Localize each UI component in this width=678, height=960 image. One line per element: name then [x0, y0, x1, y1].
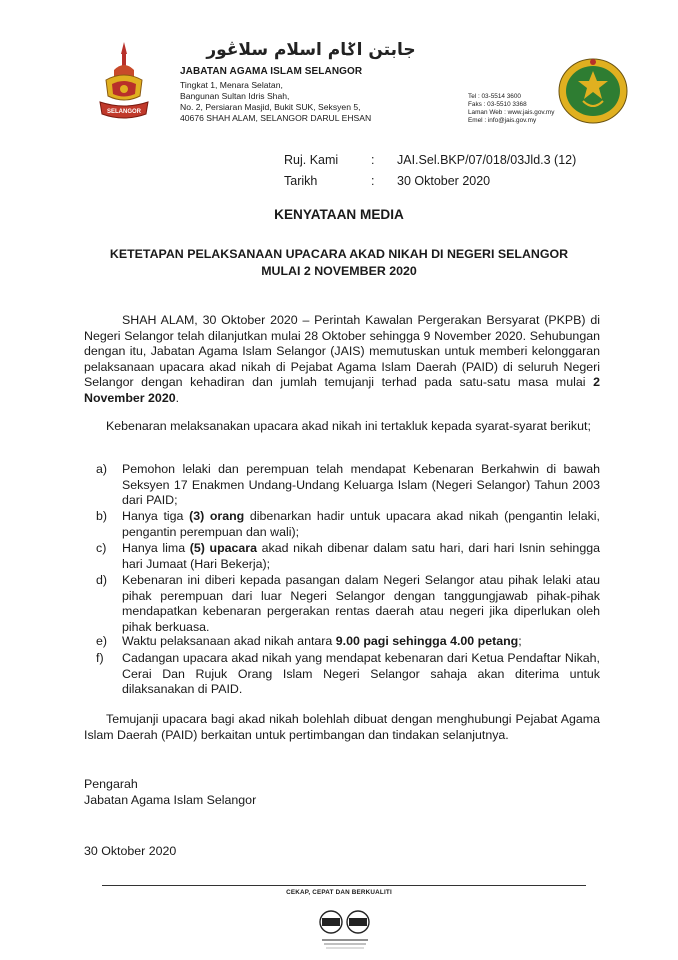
address-line: Bangunan Sultan Idris Shah, — [180, 91, 290, 101]
address-line: 40676 SHAH ALAM, SELANGOR DARUL EHSAN — [180, 113, 372, 123]
condition-f: f) Cadangan upacara akad nikah yang mendapat kebenaran dari Ketua Pendaftar Nikah, Cerai Dan Rujuk Orang Islam Negeri Selangor sahaja akan diterima untuk dilaksanakan di PAID. — [96, 651, 600, 696]
ruj-colon: : — [371, 153, 375, 167]
footer-divider — [102, 885, 586, 886]
paragraph-3: Temujanji upacara bagi akad nikah bolehlah dibuat dengan menghubungi Pejabat Agama Islam Daerah (PAID) berkaitan untuk pertimbangan dan tindakan selanjutnya. — [84, 712, 600, 742]
condition-b: b) Hanya tiga (3) orang dibenarkan hadir untuk upacara akad nikah (pengantin lelaki, pengantin perempuan dan wali); — [96, 509, 600, 539]
page-title: KENYATAAN MEDIA — [274, 207, 404, 222]
jawi-script-heading: جابتن اݢام اسلام سلاڠور — [206, 40, 416, 60]
ruj-label: Ruj. Kami — [284, 153, 339, 167]
paragraph-2: Kebenaran melaksanakan upacara akad nikah ini tertakluk kepada syarat-syarat berikut; — [106, 419, 591, 433]
paragraph-1: SHAH ALAM, 30 Oktober 2020 – Perintah Kawalan Pergerakan Bersyarat (PKPB) di Negeri Selangor telah dilanjutkan mulai 28 Oktober sehingga 9 November 2020. Sehubungan dengan itu, Jabatan Agama Islam Selangor (JAIS) memutuskan untuk memberi kelonggaran pelaksanaan upacara akad nikah di Pejabat Agama Islam Daerah (PAID) di seluruh Negeri Selangor dengan kehadiran dan jumlah temujanji terhad pada satu-satu masa mulai 2 November 2020. — [84, 313, 600, 405]
condition-a: a) Pemohon lelaki dan perempuan telah mendapat Kebenaran Berkahwin di bawah Seksyen 17 Enakmen Undang-Undang Keluarga Islam (Negeri Selangor) Tahun 2003 dari PAID; — [96, 462, 600, 507]
tarikh-value: 30 Oktober 2020 — [397, 174, 491, 188]
quality-certification-badges-icon — [318, 900, 372, 960]
logo-banner-text: SELANGOR — [106, 109, 142, 115]
selangor-crest-logo — [96, 40, 152, 130]
contact-line: Tel : 03-5514 3600 — [468, 93, 521, 100]
address-line: Tingkat 1, Menara Selatan, — [180, 80, 283, 90]
org-name: JABATAN AGAMA ISLAM SELANGOR — [180, 66, 363, 77]
signoff-date: 30 Oktober 2020 — [84, 844, 177, 858]
signoff-title: Pengarah — [84, 777, 138, 791]
subheading-line2: MULAI 2 NOVEMBER 2020 — [261, 264, 417, 278]
tarikh-label: Tarikh — [284, 174, 318, 188]
footer-tagline: CEKAP, CEPAT DAN BERKUALITI — [286, 889, 392, 896]
condition-c: c) Hanya lima (5) upacara akad nikah dibenar dalam satu hari, dari hari Isnin sehingga hari Jumaat (Hari Bekerja); — [96, 541, 600, 571]
condition-d: d) Kebenaran ini diberi kepada pasangan dalam Negeri Selangor atau pihak lelaki atau pihak perempuan dari luar Negeri Selangor dengan tanggungjawab pihak-pihak mendapatkan kebenaran pergerakan rentas daerah atau negeri jika diperlukan oleh pihak berkuasa. — [96, 573, 600, 634]
jais-emblem-logo — [557, 57, 629, 125]
ruj-value: JAI.Sel.BKP/07/018/03Jld.3 (12) — [397, 153, 577, 167]
contact-line: Emel : info@jais.gov.my — [468, 117, 537, 124]
signoff-org: Jabatan Agama Islam Selangor — [84, 793, 257, 807]
contact-line: Faks : 03-5510 3368 — [468, 101, 527, 108]
contact-line: Laman Web : www.jais.gov.my — [468, 109, 555, 116]
condition-e: e) Waktu pelaksanaan akad nikah antara 9.00 pagi sehingga 4.00 petang; — [96, 634, 522, 648]
address-line: No. 2, Persiaran Masjid, Bukit SUK, Seksyen 5, — [180, 102, 361, 112]
subheading-line1: KETETAPAN PELAKSANAAN UPACARA AKAD NIKAH DI NEGERI SELANGOR — [109, 247, 569, 261]
tarikh-colon: : — [371, 174, 375, 188]
